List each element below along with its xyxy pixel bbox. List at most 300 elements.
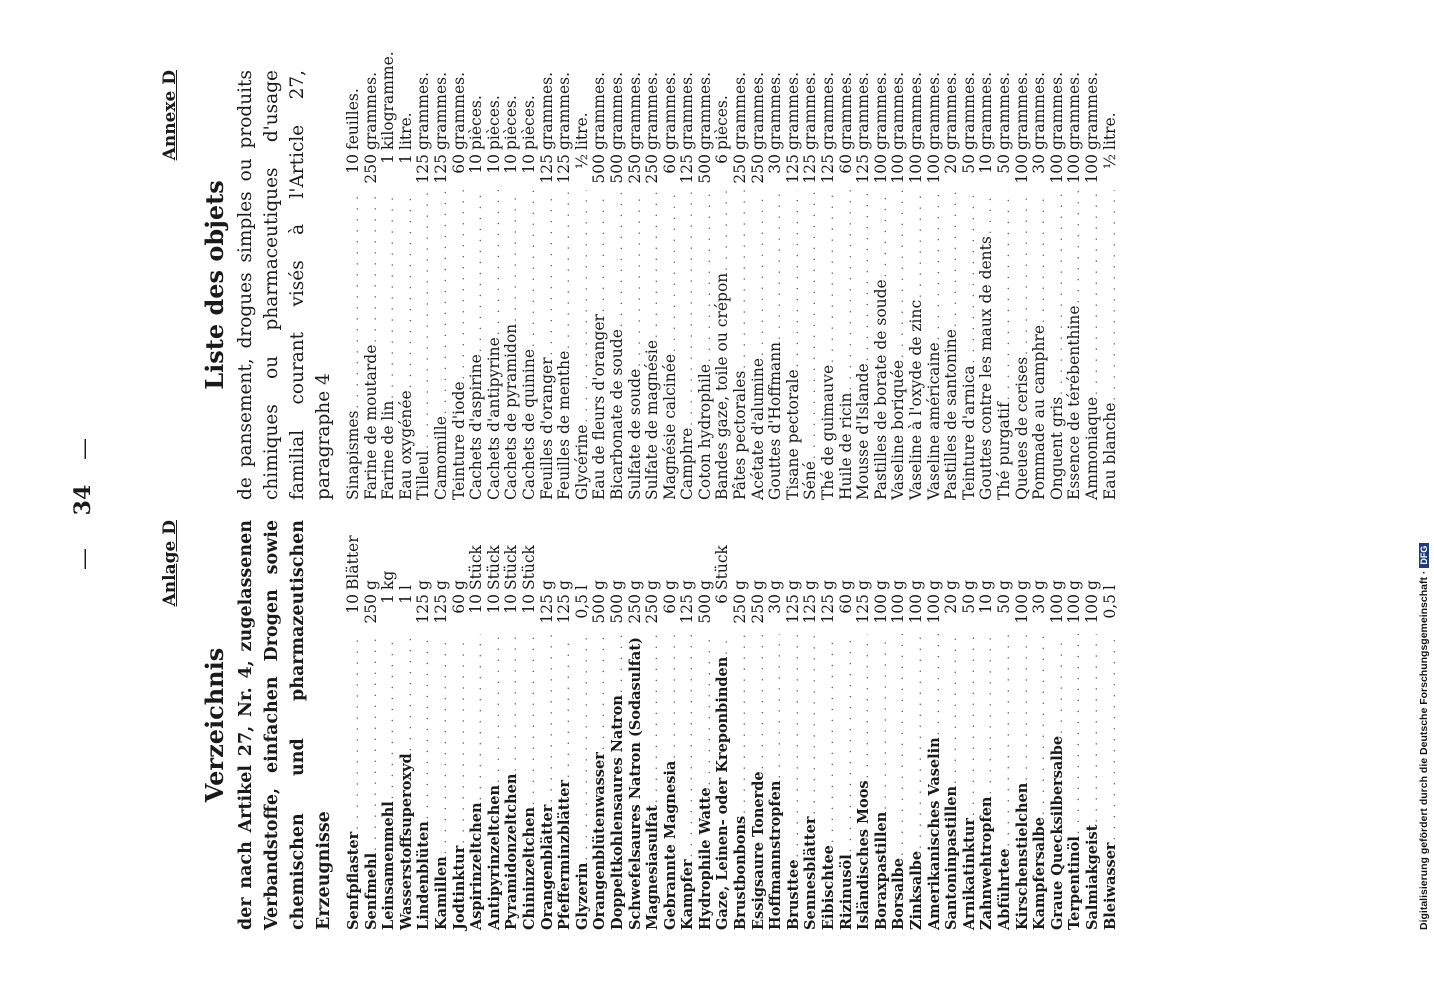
list-item [521,520,539,930]
item-unit: g [819,580,838,590]
item-name: Onguent gris [1047,396,1066,500]
item-name: Camomille [431,416,450,500]
digitization-imprint [1418,543,1430,930]
german-column [160,520,1119,930]
item-name: Hydrophile Watte [696,787,714,930]
item-name: Salmiakgeist [1083,824,1101,930]
item-quantity: 500 [695,154,714,184]
leader-dots [557,190,575,349]
item-unit: g [1030,580,1049,590]
item-quantity: 10 [519,154,538,174]
list-item [398,520,416,930]
item-name: Farine de lin [379,400,398,500]
item-unit: grammes. [748,71,767,150]
item-quantity: 125 [783,154,802,184]
leader-dots [821,190,839,363]
item-unit: g [889,580,908,590]
item-name: Sinapismes [344,410,362,500]
item-quantity: 100 [1082,154,1101,184]
list-item [662,70,680,500]
item-quantity: 10 [467,154,486,174]
leader-dots [803,634,821,815]
item-name: Gouttes contre les maux de dents [977,236,996,500]
leader-dots [909,190,927,298]
list-item [926,520,944,930]
leader-dots [399,190,417,388]
item-unit: g [678,580,697,590]
item-unit: grammes. [766,71,785,150]
leader-dots [557,634,575,778]
item-unit: grammes. [959,71,978,150]
leader-dots [979,634,997,795]
item-unit: g [643,580,662,590]
item-unit: kg [379,570,398,590]
list-item [363,70,381,500]
item-name: Queues de cerises [1012,356,1031,500]
item-unit: grammes. [607,71,626,150]
item-unit: pièces. [484,95,503,150]
item-unit: grammes. [678,71,697,150]
list-item [679,520,697,930]
leader-dots [645,190,663,338]
list-item [591,70,609,500]
list-item [644,520,662,930]
list-item [556,520,574,930]
item-unit: grammes. [977,71,996,150]
item-quantity: 250 [748,154,767,184]
item-quantity: 60 [660,154,679,174]
item-name: Santoninpastillen [943,785,961,930]
leader-dots [663,190,681,352]
leader-dots [733,190,751,369]
list-item [855,520,873,930]
leader-dots [434,634,452,854]
item-unit: Stück [484,545,503,590]
item-unit: Stück [519,545,538,590]
item-name: Huile de ricin [836,392,855,500]
list-item [609,70,627,500]
item-unit: l [1100,585,1119,590]
item-name: Cachets de pyramidon [502,323,521,500]
item-quantity: 250 [625,594,644,624]
leader-dots [381,190,399,399]
french-item-list [344,51,1119,500]
item-quantity: 10 [519,594,538,614]
item-name: Tisane pectorale [783,369,802,500]
list-item [451,520,469,930]
list-item [627,520,645,930]
item-quantity: 10 [502,154,521,174]
item-name: Sennesblätter [802,816,820,930]
item-unit: pièces. [713,95,732,150]
leader-dots [1085,190,1103,395]
item-unit: grammes. [643,71,662,150]
item-name: Essigsaure Tonerde [749,771,767,930]
item-quantity: 10 [467,594,486,614]
imprint-text: Digitalisierung gefördert durch die Deutsche Forschungsgemeinschaft · [1418,570,1430,930]
item-name: Leinsamenmehl [380,801,398,930]
leader-dots [1085,634,1103,823]
item-quantity: 125 [678,154,697,184]
item-quantity: 125 [555,594,574,624]
list-item [961,520,979,930]
list-item [750,520,768,930]
item-unit: g [590,580,609,590]
list-item [521,70,539,500]
item-quantity: 125 [854,594,873,624]
list-item [732,520,750,930]
item-quantity: 0,5 [1100,594,1119,619]
leader-dots [997,190,1015,400]
list-item [574,70,592,500]
list-item [644,70,662,500]
leader-dots [1067,190,1085,303]
list-item [345,520,363,930]
leader-dots [487,190,505,335]
item-unit: g [660,580,679,590]
list-item [785,70,803,500]
list-item [714,70,732,500]
item-quantity: 250 [731,154,750,184]
item-name: Schwefelsaures Natron (Sodasulfat) [626,637,644,930]
leader-dots [786,634,804,858]
leader-dots [504,634,522,772]
item-name: Pastilles de santonine [942,329,961,500]
list-item [820,70,838,500]
item-name: Hoffmannstropfen [767,780,785,930]
item-quantity: 125 [431,154,450,184]
leader-dots [364,190,382,343]
item-quantity: 10 [977,594,996,614]
list-item [451,70,469,500]
item-unit: grammes. [924,71,943,150]
item-name: Bicarbonate de soude [607,329,626,500]
item-unit: Stück [502,545,521,590]
item-quantity: 100 [907,154,925,184]
item-unit: g [1012,580,1031,590]
item-unit: litre. [1100,112,1119,150]
list-item [697,70,715,500]
list-item [873,70,891,500]
list-item [767,70,785,500]
leader-dots [628,634,646,635]
item-quantity: 60 [836,154,855,174]
item-unit: Stück [713,545,732,590]
list-item [996,70,1014,500]
item-unit: g [994,580,1013,590]
item-quantity: 500 [695,594,714,624]
item-name: Ammoniaque [1082,396,1101,500]
list-item [732,70,750,500]
item-quantity: 125 [537,594,556,624]
item-quantity: 250 [748,594,767,624]
item-quantity: 125 [854,154,873,184]
item-name: Magnésie calcinée [660,353,679,500]
leader-dots [751,190,769,356]
item-unit: grammes. [889,71,908,150]
item-unit: grammes. [1082,71,1101,150]
leader-dots [416,634,434,819]
list-item [978,520,996,930]
list-item [591,520,609,930]
item-name: Pastilles de borate de soude [871,279,890,500]
item-quantity: 100 [889,594,908,624]
item-name: Terpentinöl [1066,836,1084,930]
list-item [486,520,504,930]
item-name: Kampfer [679,859,697,930]
item-unit: g [977,580,996,590]
leader-dots [522,190,540,347]
leader-dots [452,190,470,379]
leader-dots [469,634,487,800]
item-quantity: 500 [607,594,626,624]
item-quantity: 125 [801,594,820,624]
item-quantity: ½ [572,154,591,170]
item-unit: grammes. [537,71,556,150]
list-item [433,520,451,930]
leader-dots [610,634,628,693]
list-item [679,70,697,500]
leader-dots [698,634,716,785]
page-number: 34 [70,484,96,516]
item-unit: grammes. [625,71,644,150]
item-name: Magnesiasulfat [644,805,662,930]
leader-dots [592,634,610,750]
german-title: Verzeichnis [200,647,229,803]
item-unit: grammes. [361,71,380,150]
leader-dots [715,634,733,655]
list-item [609,520,627,930]
leader-dots [452,634,470,844]
item-quantity: 125 [678,594,697,624]
item-quantity: 100 [871,594,890,624]
item-unit: grammes. [1065,71,1084,150]
item-unit: grammes. [414,71,433,150]
item-unit: Stück [467,545,486,590]
item-unit: grammes. [1047,71,1066,150]
item-quantity: 1 [396,154,415,164]
item-quantity: 6 [713,594,732,604]
item-quantity: 30 [1030,154,1049,174]
list-item [697,520,715,930]
item-quantity: 10 [344,594,362,614]
item-unit: g [731,580,750,590]
leader-dots [715,190,733,271]
item-name: Kampfersalbe [1031,816,1049,930]
item-quantity: 100 [907,594,925,624]
item-name: Acétate d'alumine [748,357,767,500]
item-unit: g [836,580,855,590]
item-unit: g [1082,580,1101,590]
item-name: Gebrannte Magnesia [661,760,679,930]
leader-dots [399,634,417,751]
item-unit: l [396,585,415,590]
leader-dots [416,190,434,449]
leader-dots [1015,634,1033,781]
list-item [1031,520,1049,930]
german-subtitle: der nach Artikel 27, Nr. 4, zugelassenen Verbandstoffe, einfachen Drogen sowie chemischen und pharmazeutischen Erzeugnisse [236,520,334,930]
item-name: Borsalbe [890,858,908,930]
list-item [873,520,891,930]
list-item [1084,520,1102,930]
leader-dots [874,634,892,810]
item-quantity: 20 [942,594,961,614]
list-item [486,70,504,500]
item-unit: grammes. [1012,71,1031,150]
item-unit: grammes. [590,71,609,150]
list-item [503,520,521,930]
item-name: Mousse d'Islande [854,363,873,500]
item-unit: grammes. [695,71,714,150]
item-quantity: 100 [871,154,890,184]
leader-dots [663,634,681,759]
item-name: Senfpflaster [345,831,362,930]
item-unit: g [625,580,644,590]
item-name: Senfmehl [362,852,380,930]
list-item [539,70,557,500]
list-item [556,70,574,500]
item-unit: grammes. [731,71,750,150]
list-item [978,70,996,500]
item-name: Boraxpastillen [872,811,890,930]
leader-dots [997,634,1015,847]
item-quantity: 250 [361,154,380,184]
list-item [1014,70,1032,500]
item-quantity: 60 [836,594,855,614]
leader-dots [751,634,769,769]
leader-dots [909,634,927,849]
item-unit: g [924,580,943,590]
list-item [1049,520,1067,930]
item-name: Abführtee [995,848,1013,930]
item-quantity: 100 [1047,154,1066,184]
leader-dots [944,190,962,327]
item-name: Eibischtee [820,845,838,930]
item-unit: g [748,580,767,590]
item-unit: grammes. [449,71,468,150]
item-name: Vaseline américaine [924,342,943,500]
list-item [503,70,521,500]
item-quantity: 0,5 [572,594,591,619]
item-unit: g [942,580,961,590]
item-quantity: 1 [379,154,398,164]
item-name: Farine de moutarde [361,344,380,500]
item-quantity: 250 [643,594,662,624]
item-quantity: 125 [555,154,574,184]
leader-dots [504,190,522,322]
list-item [379,51,398,500]
leader-dots [540,634,558,803]
item-unit: g [871,580,890,590]
item-unit: pièces. [519,95,538,150]
leader-dots [927,190,945,340]
leader-dots [487,634,505,783]
list-item [802,520,820,930]
item-name: Cachets de quinine [519,348,538,500]
item-name: Arnikatinktur [960,817,978,930]
leader-dots [346,634,364,830]
item-name: Eau oxygénée [396,390,415,500]
leader-dots [856,634,874,778]
item-unit: g [854,580,873,590]
leader-dots [786,190,804,367]
item-unit: g [414,580,433,590]
list-item [908,520,926,930]
item-name: Gouttes d'Hoffmann [766,341,785,500]
item-quantity: 250 [731,594,750,624]
item-unit: g [695,580,714,590]
list-item [1102,70,1120,500]
item-name: Teinture d'arnica [959,365,978,500]
item-name: Sulfate de magnésie [643,340,662,500]
leader-dots [645,634,663,803]
item-quantity: 125 [537,154,556,184]
item-name: Essence de térébenthine [1065,305,1084,500]
leader-dots [522,634,540,805]
item-quantity: 60 [449,594,468,614]
leader-dots [575,634,593,861]
item-quantity: 125 [783,594,802,624]
leader-dots [381,634,399,799]
leader-dots [768,634,786,779]
leader-dots [434,190,452,414]
item-quantity: 30 [1030,594,1049,614]
item-quantity: 10 [344,154,362,174]
item-quantity: 100 [1082,594,1101,624]
item-name: Glycérine [572,424,591,500]
leader-dots [469,190,487,352]
item-unit: grammes. [819,71,838,150]
item-quantity: 30 [766,594,785,614]
item-name: Isländisches Moos [855,780,873,930]
list-item [574,520,592,930]
french-column [160,51,1119,500]
list-item [961,70,979,500]
item-name: Pommade au camphre [1030,324,1049,500]
item-name: Kamillen [432,856,450,930]
item-name: Thé de guimauve [819,364,838,500]
item-quantity: 20 [942,154,961,174]
item-name: Pfefferminzblätter [556,779,574,930]
item-name: Coton hydrophile [695,363,714,500]
leader-dots [839,190,857,390]
dfg-logo: DFG [1419,543,1429,568]
item-name: Wasserstoffsuperoxyd [397,753,415,930]
leader-dots [364,634,382,851]
item-name: Eau de fleurs d'oranger [590,314,609,500]
item-unit: g [783,580,802,590]
item-name: Glyzerin [573,862,591,930]
item-unit: g [555,580,574,590]
item-unit: grammes. [1030,71,1049,150]
leader-dots [944,634,962,784]
list-item [398,70,416,500]
item-unit: grammes. [801,71,820,150]
item-unit: g [607,580,626,590]
item-quantity: 10 [502,594,521,614]
item-name: Chininzeltchen [520,807,538,930]
item-name: Brusttee [784,859,802,930]
leader-dots [1032,634,1050,815]
item-name: Zahnwehtropfen [978,796,996,930]
list-item [1066,70,1084,500]
item-unit: grammes. [431,71,450,150]
item-name: Orangenblütenwasser [591,752,609,930]
item-quantity: 500 [607,154,626,184]
item-quantity: 250 [361,594,380,624]
item-unit: kilogramme. [379,51,398,150]
item-name: Antipyrinzeltchen [485,784,503,930]
